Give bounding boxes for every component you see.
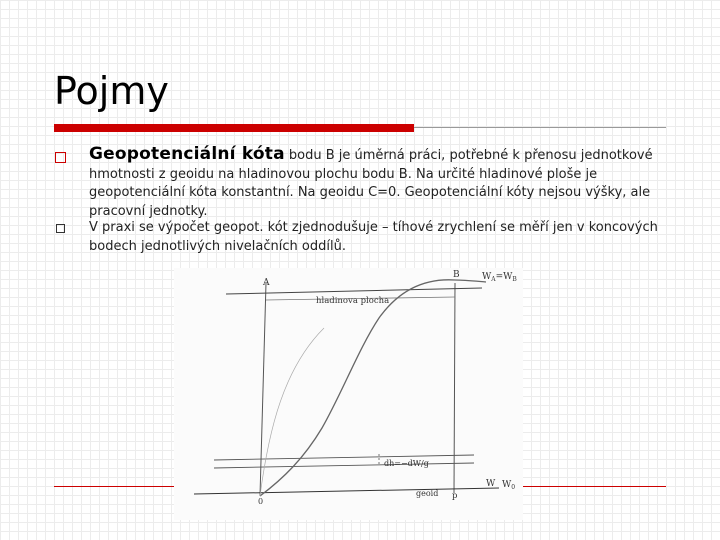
term-geopotential-height: Geopotenciální kóta: [89, 144, 285, 164]
label-dh-relation: dh=−dW/g: [384, 459, 429, 468]
label-wa-eq-wb: $W_A=W_B$: [482, 272, 517, 283]
bullet-practical-computation: V praxi se výpočet geopot. kót zjednodušuje – tíhové zrychlení se měří jen v koncových bodech jednotlivých nivelačních oddílů.: [89, 220, 658, 254]
label-geoid: geoid: [416, 489, 439, 498]
diagram-figure: [174, 268, 523, 520]
title-underline-accent: [54, 124, 414, 132]
geopotential-diagram: [174, 268, 523, 520]
label-p: p: [452, 491, 458, 501]
footer-line-left: [54, 486, 174, 487]
bullet-geopotential-height: [89, 145, 669, 221]
slide-title: Pojmy: [54, 69, 169, 113]
label-w0: $W_0$: [502, 480, 516, 491]
label-level-surface: hladinova plocha: [316, 296, 390, 306]
footer-line-right: [523, 486, 666, 487]
square-bullet-icon: [55, 152, 66, 163]
square-bullet-icon: [56, 224, 65, 233]
bullet-text: bodu B je úměrná práci, potřebné k přenosu jednotkové hmotnosti z geoidu na hladinovou plochu bodu B. Na určité hladinové ploše je geopotenciální kóta konstantní. Na geoidu C=0. Geopotenciální kóty nejsou výšky, ale pracovní jednotky.: [89, 148, 653, 219]
label-point-b: B: [453, 270, 460, 280]
label-w: W: [486, 479, 496, 489]
label-origin: 0: [258, 497, 264, 506]
title-underline-rule: [414, 127, 666, 128]
label-point-a: A: [263, 278, 270, 288]
